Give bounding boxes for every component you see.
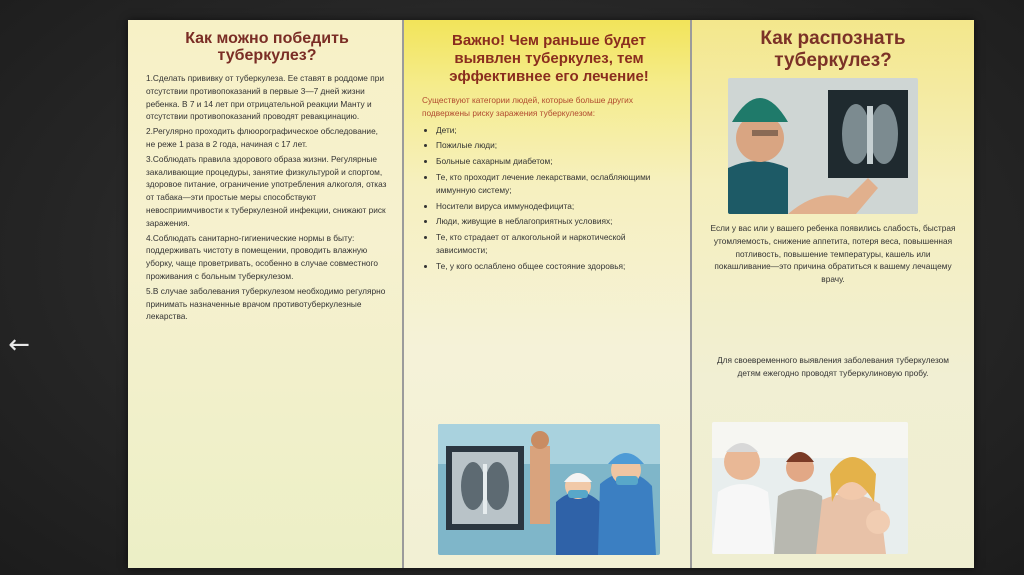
doctor-family-photo: [712, 422, 908, 554]
list-item: • Те, кто страдает от алкогольной и наркотической зависимости;: [436, 231, 676, 257]
panel-risk-groups: [404, 20, 692, 568]
symptoms-text: Если у вас или у вашего ребенка появились слабость, быстрая утомляемость, снижение аппетита, потеря веса, повышенная потливость, повышение температуры, кашель или покашливание—это причина обратиться к вашему лечащему врачу.: [710, 223, 956, 285]
risk-intro: Существуют категории людей, которые больше других подвержены риску заражения туберкулезом:: [422, 95, 633, 118]
list-item: • Те, у кого ослаблено общее состояние здоровья;: [436, 260, 676, 273]
paragraph: 4.Соблюдать санитарно-гигиенические нормы в быту: поддерживать чистоту в помещении, проводить влажную уборку, чаще проветривать, особенно в случае совместного проживания с больным туберкулезом.: [146, 232, 378, 281]
panel1-body: [146, 72, 388, 323]
paragraph: 2.Регулярно проходить флюорографическое обследование, не реже 1 раза в 2 года, начиная с 17 лет.: [146, 126, 378, 149]
panel-recognize: [692, 20, 974, 568]
list-item: • Люди, живущие в неблагоприятных условиях;: [436, 215, 676, 228]
panel1-title: Как можно победить туберкулез?: [185, 30, 349, 64]
list-item: • Дети;: [436, 124, 676, 137]
list-item: • Те, кто проходит лечение лекарствами, ослабляющими иммунную систему;: [436, 171, 676, 197]
paragraph: 5.В случае заболевания туберкулезом необходимо регулярно принимать назначенные врачом противотуберкулезные лекарства.: [146, 285, 386, 322]
panel-prevention: [128, 20, 404, 568]
doctor-xray-photo: [728, 78, 918, 214]
test-text: Для своевременного выявления заболевания туберкулезом детям ежегодно проводят туберкулиновую пробу.: [716, 355, 949, 378]
list-item: • Больные сахарным диабетом;: [436, 155, 676, 168]
paragraph: 3.Соблюдать правила здорового образа жизни. Регулярные закаливающие процедуры, занятие физкультурой и спортом, здоровое питание, ограничение употребления алкоголя, отказ от табака—эти простые меры способствуют невосприимчивости к туберкулезной инфекции, снижают риск заражения.: [146, 153, 387, 228]
risk-list: [422, 124, 676, 273]
panel3-title: Как распознать туберкулез?: [760, 28, 906, 71]
panel2-title: Важно! Чем раньше будет выявлен туберкулез, тем эффективнее его лечение!: [449, 32, 649, 85]
list-item: • Пожилые люди;: [436, 139, 676, 152]
brochure: [128, 20, 974, 568]
paragraph: 1.Сделать прививку от туберкулеза. Ее ставят в роддоме при отсутствии противопоказаний в первые 3—7 дней жизни ребенка. В 7 и 14 лет при отрицательной реакции Манту и отсутствии противопоказаний проводят ревакцинацию.: [146, 73, 384, 122]
xray-exam-photo: [438, 424, 660, 555]
back-arrow-icon[interactable]: ←: [8, 330, 30, 360]
list-item: • Носители вируса иммунодефицита;: [436, 200, 676, 213]
